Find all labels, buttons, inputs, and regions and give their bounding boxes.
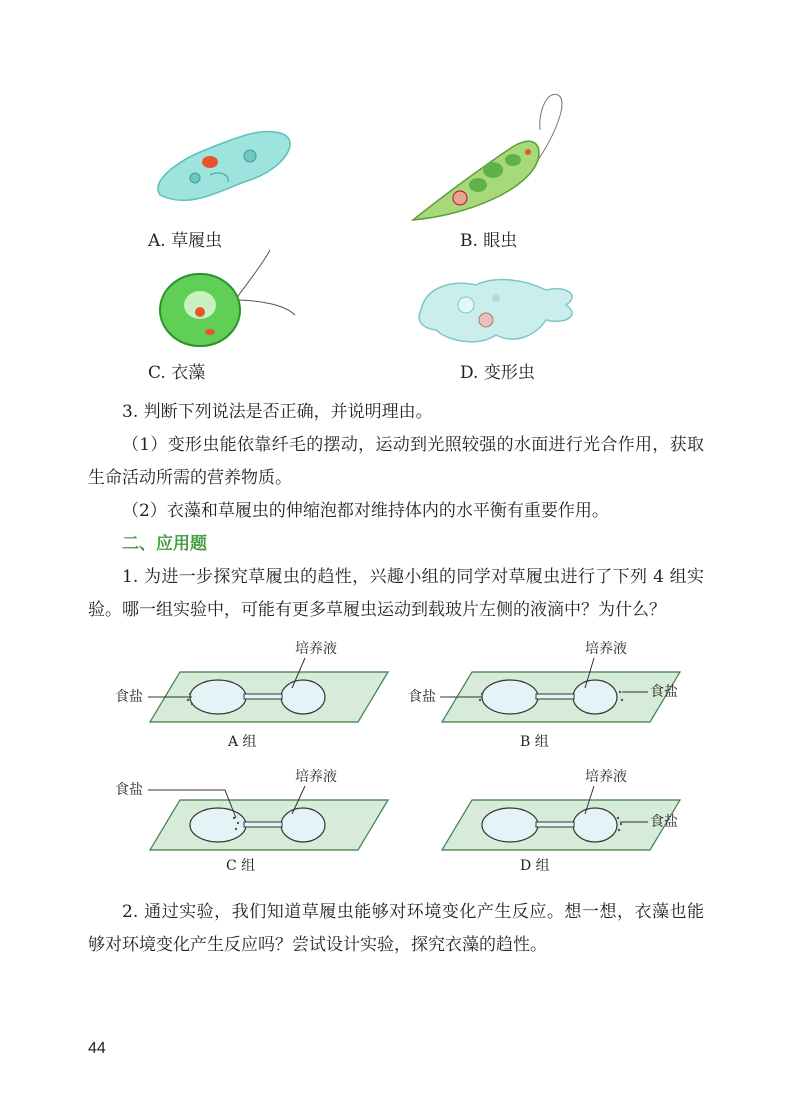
group-d-caption: D 组 (520, 858, 550, 874)
group-a-caption: A 组 (228, 734, 257, 750)
salt-label-b-left: 食盐 (408, 689, 436, 705)
caption-amoeba: D. 变形虫 (460, 363, 535, 383)
question3-item1: （1）变形虫能依靠纤毛的摆动，运动到光照较强的水面进行光合作用，获取生命活动所需的营养物质。 (88, 435, 704, 488)
salt-label-a: 食盐 (115, 689, 143, 705)
culture-label-d: 培养液 (585, 769, 627, 785)
salt-label-c: 食盐 (115, 782, 143, 798)
salt-label-d: 食盐 (650, 814, 678, 830)
caption-euglena: B. 眼虫 (460, 231, 518, 251)
salt-label-b-right: 食盐 (650, 684, 678, 700)
group-b-caption: B 组 (520, 734, 549, 750)
caption-chlamydomonas: C. 衣藻 (148, 363, 206, 383)
question2-text: 2. 通过实验，我们知道草履虫能够对环境变化产生反应。想一想，衣藻也能够对环境变化产生反应吗？尝试设计实验，探究衣藻的趋性。 (88, 902, 704, 955)
page-number: 44 (88, 1040, 106, 1057)
question1-text: 1. 为进一步探究草履虫的趋性，兴趣小组的同学对草履虫进行了下列 4 组实验。哪一组实验中，可能有更多草履虫运动到载玻片左侧的液滴中？为什么？ (88, 567, 704, 620)
culture-label-b: 培养液 (585, 641, 627, 657)
culture-label-a: 培养液 (295, 641, 337, 657)
caption-paramecium: A. 草履虫 (148, 231, 223, 251)
section-title: 二、应用题 (122, 534, 207, 554)
group-c-caption: C 组 (226, 858, 256, 874)
culture-label-c: 培养液 (295, 769, 337, 785)
question2-block (88, 896, 704, 962)
question3-item2: （2）衣藻和草履虫的伸缩泡都对维持体内的水平衡有重要作用。 (122, 501, 609, 521)
question3-title: 3. 判断下列说法是否正确，并说明理由。 (122, 402, 433, 422)
